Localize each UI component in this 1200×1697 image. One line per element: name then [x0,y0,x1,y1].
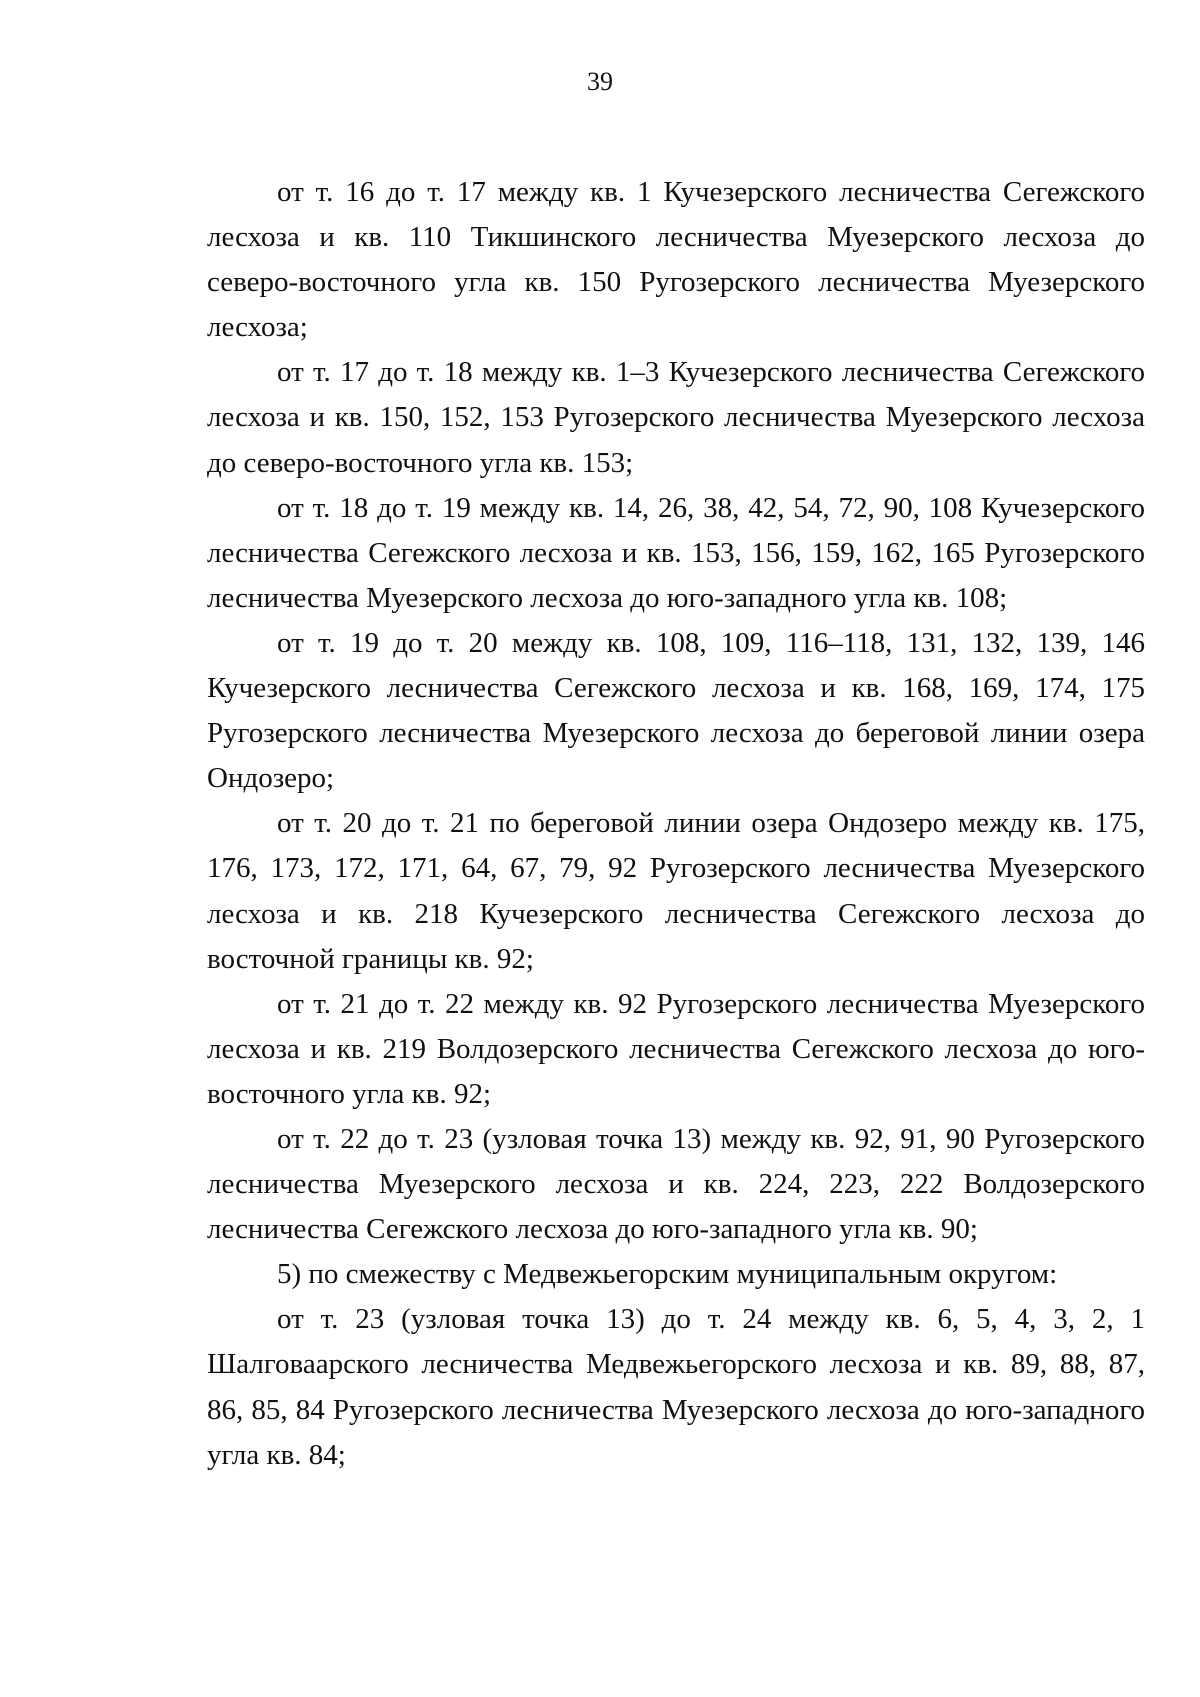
paragraph-boundary-23-24: от т. 23 (узловая точка 13) до т. 24 между кв. 6, 5, 4, 3, 2, 1 Шалговаарского лесничества Медвежьегорского лесхоза и кв. 89, 88, 87, 86, 85, 84 Ругозерского лесничества Муезерского лесхоза до юго-западного угла кв. 84; [207,1303,1145,1471]
document-body [207,170,1145,1478]
paragraph-boundary-21-22: от т. 21 до т. 22 между кв. 92 Ругозерского лесничества Муезерского лесхоза и кв. 219 Волдозерского лесничества Сегежского лесхоза до юго-восточного угла кв. 92; [207,987,1145,1110]
paragraph-boundary-18-19: от т. 18 до т. 19 между кв. 14, 26, 38, 42, 54, 72, 90, 108 Кучезерского лесничества Сегежского лесхоза и кв. 153, 156, 159, 162, 165 Ругозерского лесничества Муезерского лесхоза до юго-западного угла кв. 108; [207,491,1145,614]
paragraph-boundary-17-18: от т. 17 до т. 18 между кв. 1–3 Кучезерского лесничества Сегежского лесхоза и кв. 150, 152, 153 Ругозерского лесничества Муезерского лесхоза до северо-восточного угла кв. 153; [207,356,1145,479]
paragraph-boundary-19-20: от т. 19 до т. 20 между кв. 108, 109, 116–118, 131, 132, 139, 146 Кучезерского лесничества Сегежского лесхоза и кв. 168, 169, 174, 175 Ругозерского лесничества Муезерского лесхоза до береговой линии озера Ондозеро; [207,626,1145,795]
section-heading-medvezhyegorsk: 5) по смежеству с Медвежьегорским муниципальным округом: [277,1258,1058,1291]
paragraph-boundary-16-17: от т. 16 до т. 17 между кв. 1 Кучезерского лесничества Сегежского лесхоза и кв. 110 Тикшинского лесничества Муезерского лесхоза до северо-восточного угла кв. 150 Ругозерского лесничества Муезерского лесхоза; [207,176,1145,344]
paragraph-boundary-20-21: от т. 20 до т. 21 по береговой линии озера Ондозеро между кв. 175, 176, 173, 172, 171, 64, 67, 79, 92 Ругозерского лесничества Муезерского лесхоза и кв. 218 Кучезерского лесничества Сегежского лесхоза до восточной границы кв. 92; [207,807,1145,975]
paragraph-boundary-22-23: от т. 22 до т. 23 (узловая точка 13) между кв. 92, 91, 90 Ругозерского лесничества Муезерского лесхоза и кв. 224, 223, 222 Волдозерского лесничества Сегежского лесхоза до юго-западного угла кв. 90; [207,1122,1145,1246]
page-number: 39 [587,67,613,96]
